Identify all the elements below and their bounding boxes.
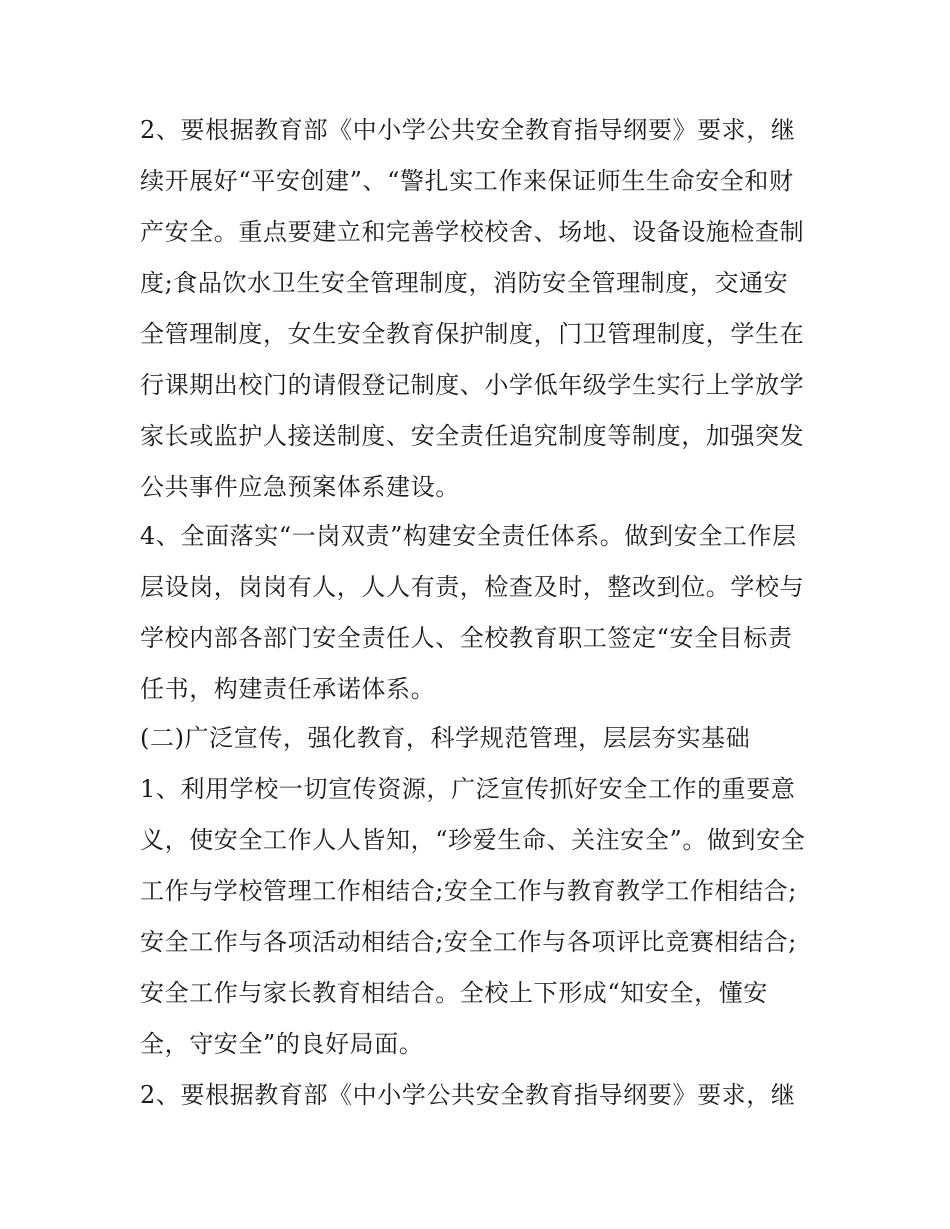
text-line-12: 任书，构建责任承诺体系。 — [140, 675, 436, 703]
text-line-9: 4、全面落实“一岗双责”构建安全责任体系。做到安全工作层 — [140, 522, 797, 550]
text-line-11: 学校内部各部门安全责任人、全校教育职工签定“安全目标责 — [140, 624, 793, 652]
text-line-8: 公共事件应急预案体系建设。 — [140, 473, 460, 501]
text-line-20: 2、要根据教育部《中小学公共安全教育指导纲要》要求，继 — [140, 1081, 796, 1109]
text-line-3: 产安全。重点要建立和完善学校校舍、场地、设备设施检查制 — [140, 218, 805, 246]
text-line-18: 安全工作与家长教育相结合。全校上下形成“知安全，懂安 — [140, 979, 768, 1007]
text-line-2: 续开展好“平安创建”、“警扎实工作来保证师生生命安全和财 — [140, 167, 794, 195]
text-line-14: 1、利用学校一切宣传资源，广泛宣传抓好安全工作的重要意 — [140, 775, 796, 803]
text-line-5: 全管理制度，女生安全教育保护制度，门卫管理制度，学生在 — [140, 320, 805, 348]
text-line-19: 全，守安全”的良好局面。 — [140, 1030, 424, 1058]
text-line-17: 安全工作与各项活动相结合;安全工作与各项评比竞赛相结合; — [140, 928, 797, 956]
text-line-15: 义，使安全工作人人皆知，“珍爱生命、关注安全”。做到安全 — [140, 826, 806, 854]
text-line-13: (二)广泛宣传，强化教育，科学规范管理，层层夯实基础 — [140, 724, 751, 752]
text-line-6: 行课期出校门的请假登记制度、小学低年级学生实行上学放学 — [140, 371, 805, 399]
text-line-10: 层设岗，岗岗有人，人人有责，检查及时，整改到位。学校与 — [140, 573, 805, 601]
text-line-4: 度;食品饮水卫生安全管理制度，消防安全管理制度，交通安 — [140, 269, 789, 297]
text-line-16: 工作与学校管理工作相结合;安全工作与教育教学工作相结合; — [140, 877, 797, 905]
text-line-1: 2、要根据教育部《中小学公共安全教育指导纲要》要求，继 — [140, 116, 796, 144]
text-line-7: 家长或监护人接送制度、安全责任追究制度等制度，加强突发 — [140, 422, 805, 450]
